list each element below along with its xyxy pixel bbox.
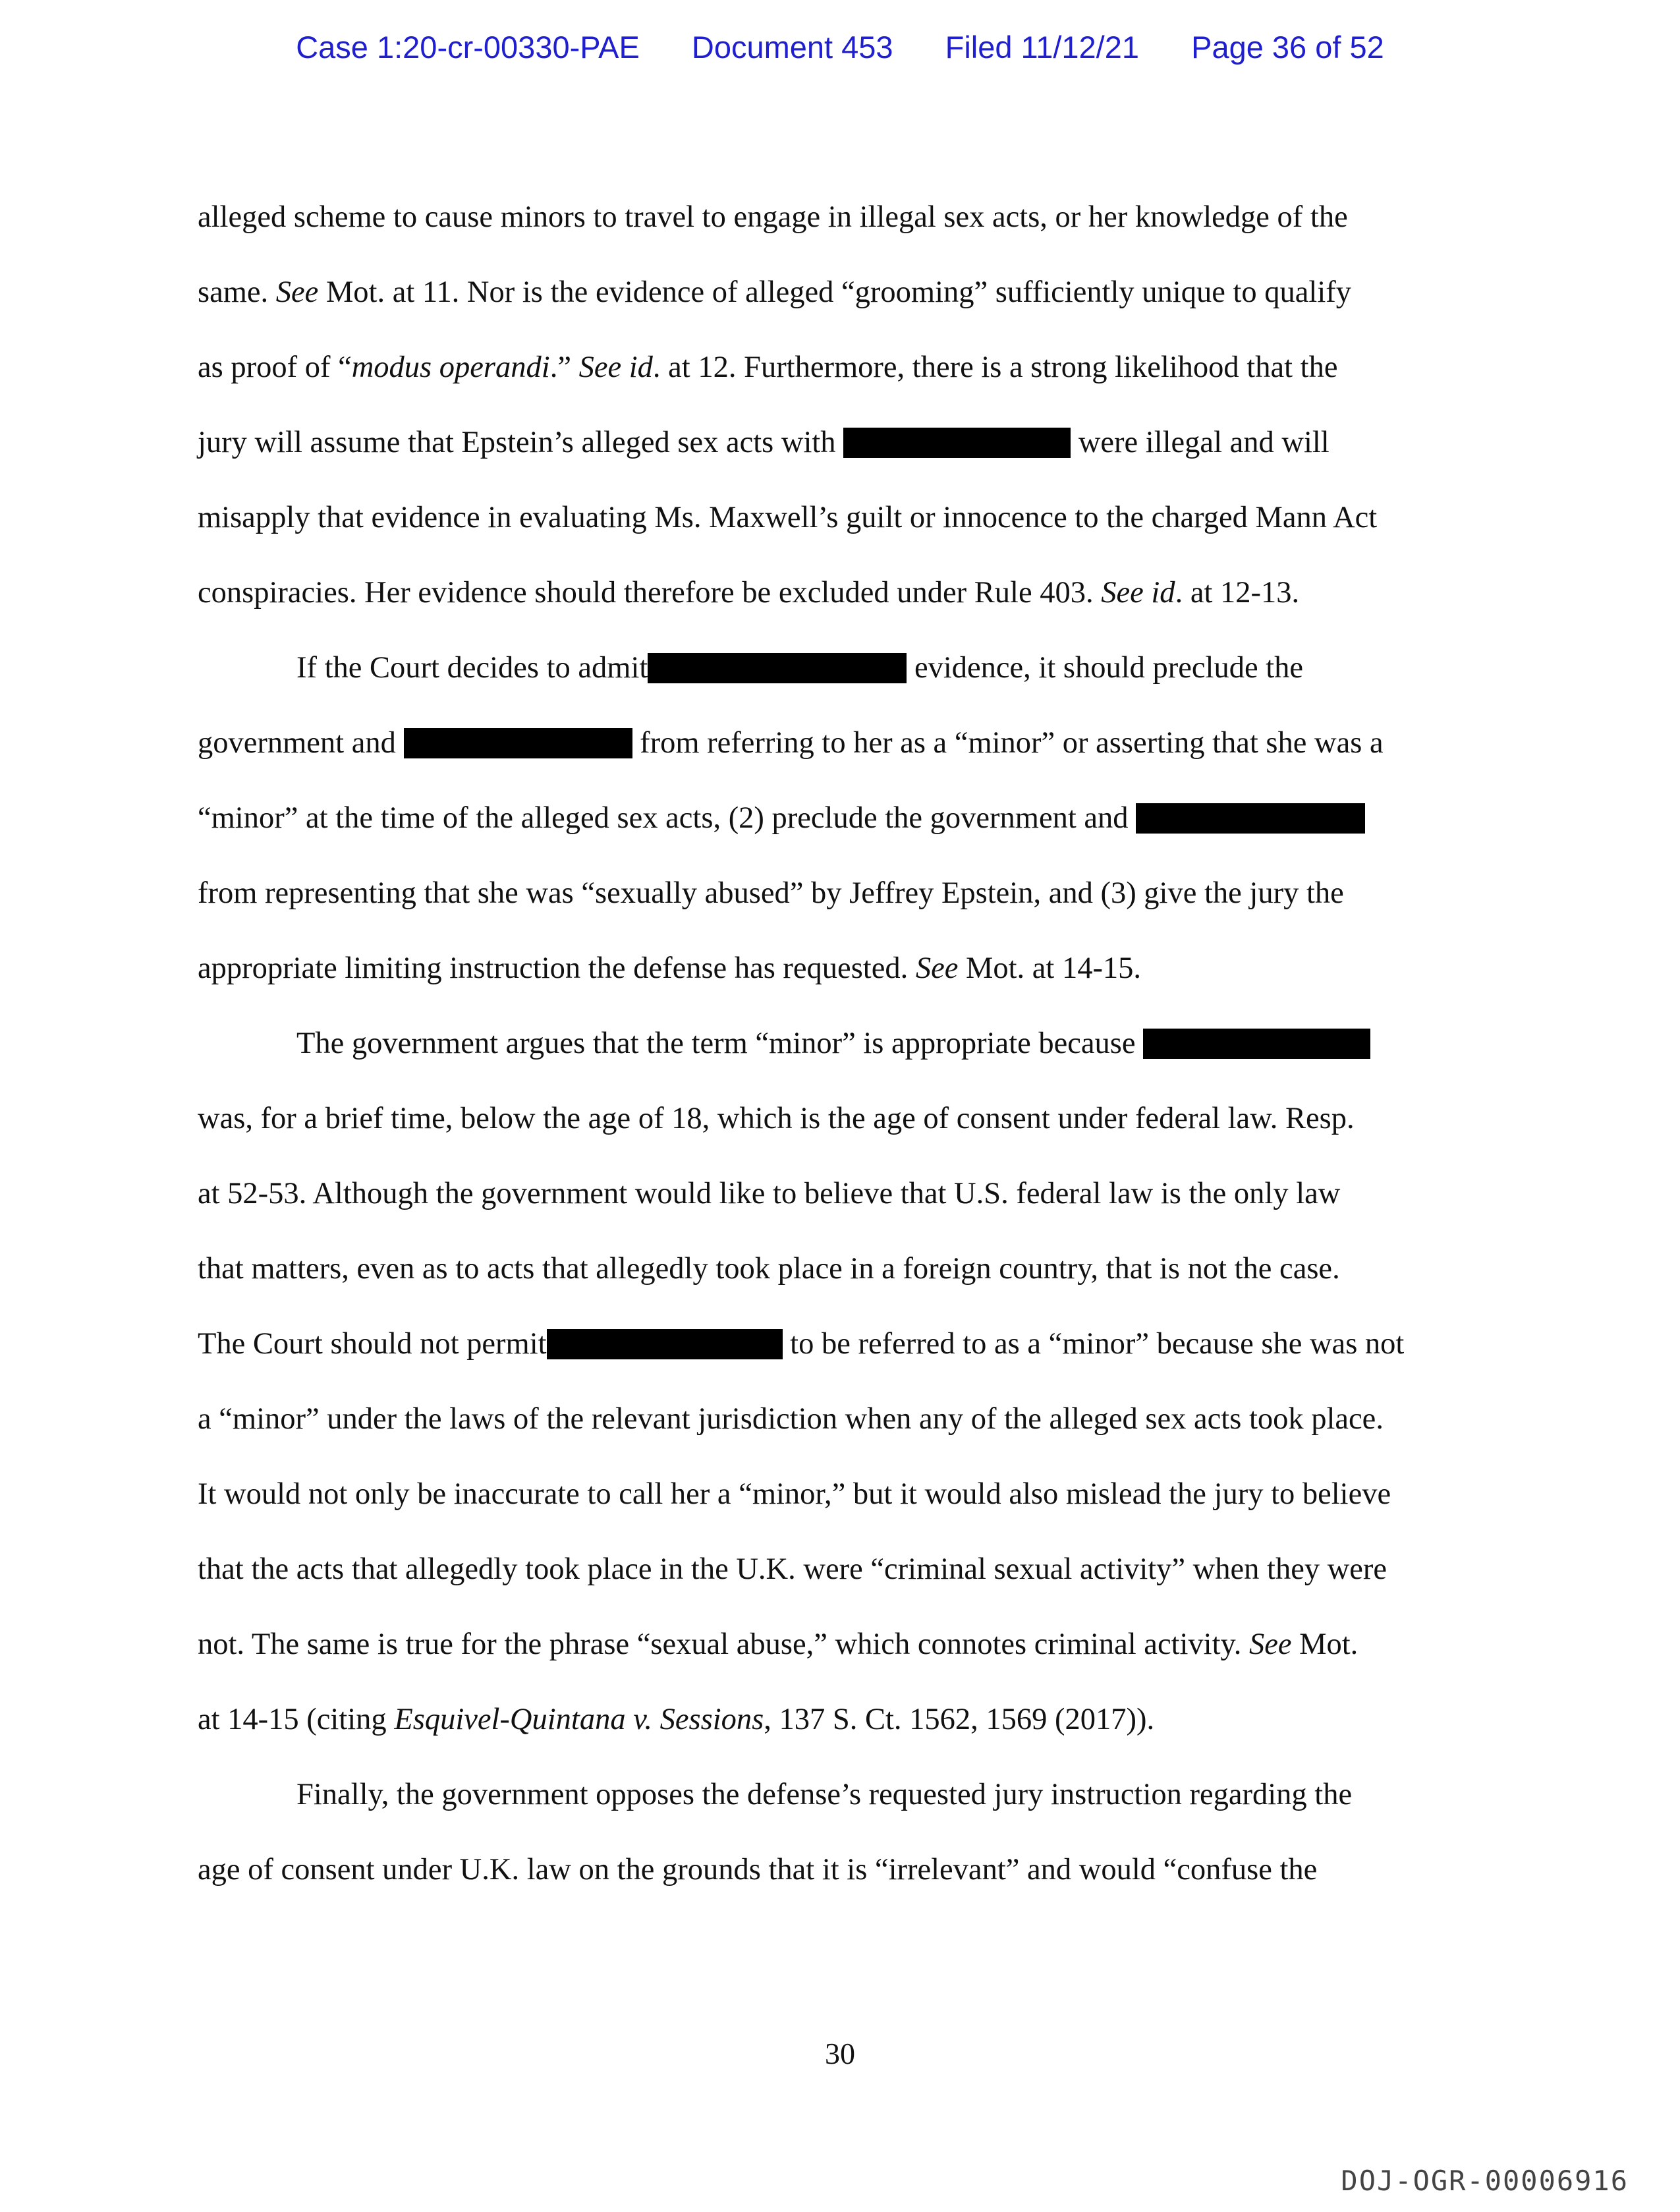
case-number: Case 1:20-cr-00330-PAE	[296, 30, 640, 65]
text-line: The Court should not permit to be referred to as a “minor” because she was not	[198, 1327, 1405, 1361]
page-number: 30	[825, 2037, 855, 2070]
text-line: from representing that she was “sexually abused” by Jeffrey Epstein, and (3) give the jury the	[198, 876, 1344, 910]
text-line: that the acts that allegedly took place in the U.K. were “criminal sexual activity” when they were	[198, 1552, 1387, 1586]
text-line: not. The same is true for the phrase “sexual abuse,” which connotes criminal activity. See Mot.	[198, 1628, 1358, 1661]
text-line: at 52-53. Although the government would like to believe that U.S. federal law is the only law	[198, 1177, 1341, 1210]
text-line: at 14-15 (citing Esquivel-Quintana v. Sessions, 137 S. Ct. 1562, 1569 (2017)).	[198, 1703, 1155, 1736]
text-line: appropriate limiting instruction the defense has requested. See Mot. at 14-15.	[198, 951, 1142, 985]
redaction-box	[843, 428, 1071, 458]
filed-date: Filed 11/12/21	[945, 30, 1140, 65]
text-line: as proof of “modus operandi.” See id. at 12. Furthermore, there is a strong likelihood that the	[198, 351, 1338, 384]
text-line: Finally, the government opposes the defense’s requested jury instruction regarding the	[296, 1778, 1353, 1811]
case-header	[0, 29, 1680, 65]
text-line: It would not only be inaccurate to call her a “minor,” but it would also mislead the jury to believe	[198, 1477, 1391, 1511]
document-number: Document 453	[691, 30, 893, 65]
text-line: was, for a brief time, below the age of 18, which is the age of consent under federal law. Resp.	[198, 1102, 1355, 1135]
text-line: If the Court decides to admit evidence, it should preclude the	[296, 651, 1304, 685]
text-line: a “minor” under the laws of the relevant jurisdiction when any of the alleged sex acts took place.	[198, 1402, 1384, 1436]
text-line: government and from referring to her as a “minor” or asserting that she was a	[198, 726, 1384, 760]
text-line: age of consent under U.K. law on the grounds that it is “irrelevant” and would “confuse the	[198, 1853, 1318, 1886]
redaction-box	[547, 1329, 783, 1359]
text-line: The government argues that the term “minor” is appropriate because	[296, 1024, 1370, 1063]
text-line: same. See Mot. at 11. Nor is the evidence of alleged “grooming” sufficiently unique to qualify	[198, 275, 1352, 309]
text-line: alleged scheme to cause minors to travel to engage in illegal sex acts, or her knowledge of the	[198, 200, 1348, 234]
text-line: conspiracies. Her evidence should therefore be excluded under Rule 403. See id. at 12-13.	[198, 576, 1300, 610]
text-line: that matters, even as to acts that allegedly took place in a foreign country, that is not the case.	[198, 1252, 1340, 1286]
bates-number: DOJ-OGR-00006916	[1341, 2165, 1629, 2197]
redaction-box	[404, 728, 632, 758]
text-line: misapply that evidence in evaluating Ms. Maxwell’s guilt or innocence to the charged Mann Act	[198, 501, 1378, 534]
text-line: “minor” at the time of the alleged sex acts, (2) preclude the government and	[198, 799, 1365, 838]
redaction-box	[648, 653, 907, 683]
redaction-box	[1143, 1029, 1370, 1059]
page-count: Page 36 of 52	[1191, 30, 1384, 65]
redaction-box	[1136, 803, 1365, 834]
text-line: jury will assume that Epstein’s alleged sex acts with were illegal and will	[198, 426, 1330, 459]
